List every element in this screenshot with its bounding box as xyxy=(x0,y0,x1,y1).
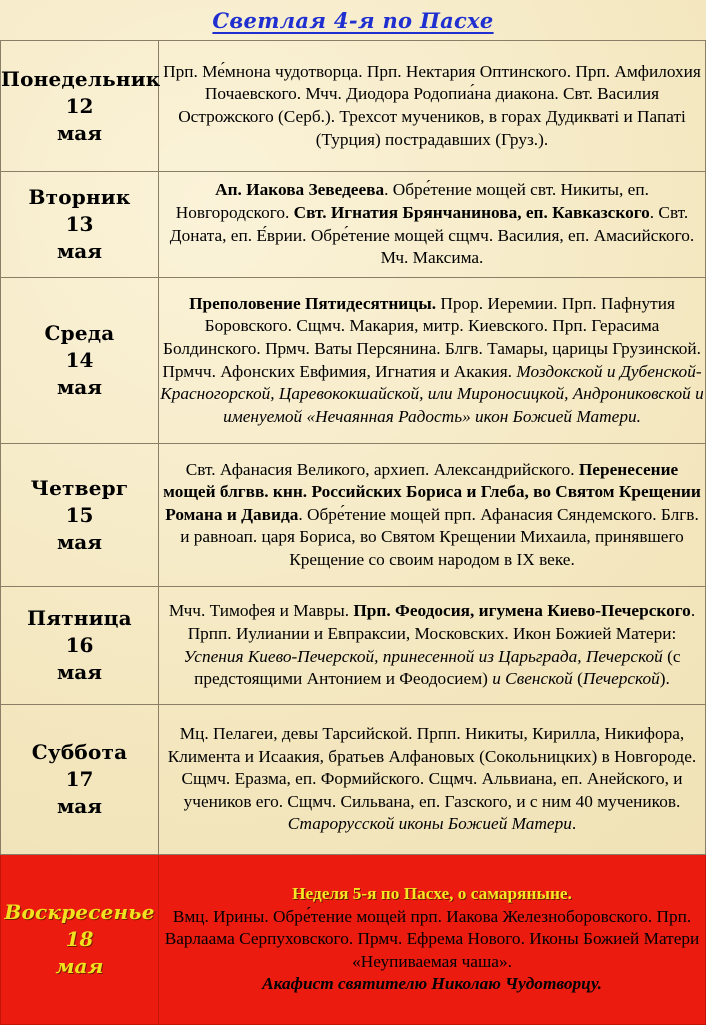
commemoration-text: Мчч. Тимофея и Мавры. xyxy=(168,601,354,621)
day-commemorations xyxy=(159,172,706,278)
day-number: 18 xyxy=(65,927,94,951)
commemoration-text: . Обре́тение мощей свт. Никиты, еп. Новгородского. xyxy=(175,180,649,222)
day-cell xyxy=(1,172,159,278)
day-month: мая xyxy=(56,529,103,554)
day-cell xyxy=(1,278,159,444)
sunday-body: Вмц. Ирины. Обре́тение мощей прп. Иакова Железноборовского. Прп. Варлаама Серпуховского. Прмч. Ефрема Нового. Иконы Божией Матери «Неупиваемая чаша». xyxy=(164,906,700,971)
day-cell xyxy=(1,444,159,587)
day-number: 17 xyxy=(65,767,94,791)
day-number: 14 xyxy=(65,348,94,372)
day-name: Воскресенье xyxy=(4,900,155,924)
day-commemorations xyxy=(159,855,706,1025)
day-row-wednesday xyxy=(1,278,706,444)
day-row-saturday xyxy=(1,705,706,855)
day-name: Вторник xyxy=(28,185,131,209)
commemoration-text: . Прпп. Иулиании и Евпраксии, Московских. Икон Божией Матери: xyxy=(187,601,696,643)
day-commemorations xyxy=(159,587,706,705)
commemoration-text: Прп. Ме́мнона чудотворца. Прп. Нектария Оптинского. Прп. Амфилохия Почаевского. Мчч. Диодора Родопиа́на диакона. Свт. Василия Острожского (Серб.). Трехсот мучеников, в горах Дудикватi и Папатi (Турция) пострадавших (Груз.). xyxy=(163,61,701,149)
day-commemorations xyxy=(159,278,706,444)
day-name: Четверг xyxy=(30,475,129,500)
commemoration-text: . xyxy=(571,814,577,834)
day-month: мая xyxy=(56,120,103,145)
day-row-thursday xyxy=(1,444,706,587)
day-name: Суббота xyxy=(31,740,128,764)
day-commemorations xyxy=(159,705,706,855)
commemoration-text: Мц. Пелагеи, девы Тарсийской. Прпп. Никиты, Кирилла, Никифора, Климента и Исаакия, братьев Алфановых (Сокольницких) в Новгороде. Сщмч. Еразма, еп. Формийского. Сщмч. Альвиана, еп. Анейского, и учеников его. Сщмч. Сильвана, еп. Газского, и с ним 40 мучеников. xyxy=(167,724,697,811)
day-cell xyxy=(1,705,159,855)
day-number: 13 xyxy=(65,212,94,236)
day-number: 12 xyxy=(65,93,94,118)
schedule-table xyxy=(0,40,706,1025)
commemoration-text: . Обре́тение мощей прп. Афанасия Сяндемского. Блгв. и равноап. царя Бориса, во Святом Крещении Михаила, принявшего Крещение со своим народом в IX веке. xyxy=(180,504,699,569)
day-cell xyxy=(1,41,159,172)
day-month: мая xyxy=(56,660,103,684)
icon-italic-text: Успения Киево-Печерской, принесенной из Царьграда, Печерской xyxy=(183,646,663,666)
feast-bold-text: Перенесение мощей блгвв. кнн. Российских Бориса и Глеба, во Святом Крещении Романа и Давида xyxy=(163,459,701,524)
commemoration-text: Свт. Афанасия Великого, архиеп. Александрийского. xyxy=(185,459,579,479)
page-header xyxy=(0,0,706,40)
schedule-body xyxy=(1,41,706,1025)
day-cell xyxy=(1,587,159,705)
day-name: Пятница xyxy=(27,606,132,630)
icon-italic-text: Моздокской и Дубенской-Красногорской, Царевококшайской, или Мироносицкой, Андрониковской и именуемой «Нечаянная Радость» икон Божией Матери. xyxy=(160,361,704,426)
feast-bold-text: Прп. Феодосия, игумена Киево-Печерского xyxy=(353,601,691,621)
day-number: 15 xyxy=(65,502,94,527)
sunday-heading: Неделя 5-я по Пасхе, о самаряныне. xyxy=(292,884,572,904)
commemoration-text: . Свт. Доната, еп. Е́врии. Обре́тение мощей сщмч. Василия, еп. Амасийского. Мч. Максима. xyxy=(169,202,695,268)
commemoration-text: ). xyxy=(659,669,670,689)
icon-italic-text: Старорусской иконы Божией Матери xyxy=(287,814,572,834)
feast-bold-text: Преполовение Пятидесятницы. xyxy=(189,293,437,313)
commemoration-text: Прор. Иеремии. Прп. Пафнутия Боровского. Сщмч. Макария, митр. Киевского. Прп. Герасима Болдинского. Прмч. Ваты Персянина. Блгв. Тамары, царицы Грузинской. Прмчч. Афонских Евфимия, Игнатия и Акакия. xyxy=(162,293,701,381)
day-number: 16 xyxy=(65,633,94,657)
day-row-friday xyxy=(1,587,706,705)
day-month: мая xyxy=(56,239,103,263)
day-month: мая xyxy=(56,794,103,818)
feast-bold-text: Ап. Иакова Зеведеева xyxy=(215,180,385,200)
day-commemorations xyxy=(159,41,706,172)
day-row-tuesday xyxy=(1,172,706,278)
feast-bold-text: Свт. Игнатия Брянчанинова, еп. Кавказского xyxy=(293,202,650,222)
akafist-note: Акафист святителю Николаю Чудотворцу. xyxy=(262,974,602,994)
commemoration-text: (с предстоящими Антонием и Феодосием) xyxy=(194,646,681,689)
day-row-sunday xyxy=(1,855,706,1025)
day-month: мая xyxy=(56,375,103,399)
page-title: Светлая 4-я по Пасхе xyxy=(212,7,494,33)
day-row-monday xyxy=(1,41,706,172)
icon-italic-text: Печерской xyxy=(582,669,660,689)
day-cell xyxy=(1,855,159,1025)
day-name: Понедельник xyxy=(1,66,161,91)
day-commemorations xyxy=(159,444,706,587)
commemoration-text: ( xyxy=(572,669,583,689)
icon-italic-text: и Свенской xyxy=(492,669,573,689)
day-month: мая xyxy=(55,954,104,978)
day-name: Среда xyxy=(44,321,115,345)
